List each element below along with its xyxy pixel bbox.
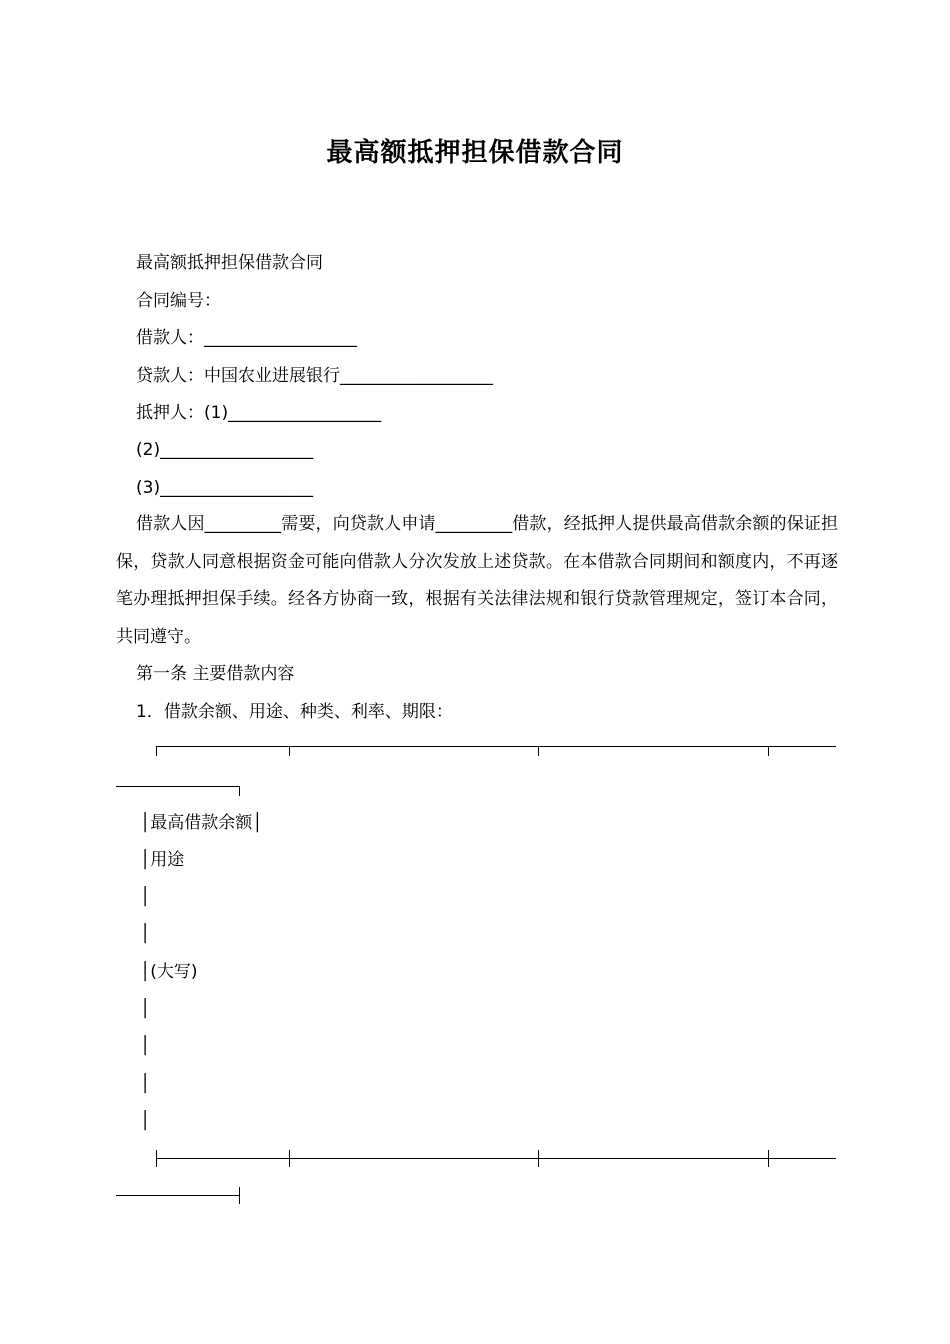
mortgagor-line-2: (2)__________________ [136,440,314,460]
table-cell-uppercase: │(大写) [140,962,198,982]
table-bar: │ [140,1074,151,1094]
preamble-paragraph: 借款人因_________需要，向贷款人申请_________借款，经抵押人提供最高借款余额的保证担保，贷款人同意根据资金可能向借款人分次发放上述贷款。在本借款合同期间和额度内，不再逐笔办理抵押担保手续。经各方协商一致，根据有关法律法规和银行贷款管理规定，签订本合同，共同遵守。 [116,514,838,647]
table-bar: │ [140,1036,151,1056]
table-cell-purpose: │用途 [140,850,185,870]
subtitle: 最高额抵押担保借款合同 [136,253,323,273]
table-bar: │ [140,999,151,1019]
document-title: 最高额抵押担保借款合同 [326,138,624,168]
lender-line: 贷款人：中国农业进展银行__________________ [136,366,493,386]
table-cell-max-balance: │最高借款余额│ [140,813,263,833]
mortgagor-line-3: (3)__________________ [136,478,314,498]
table-bar: │ [140,887,151,907]
mortgagor-line-1: 抵押人：(1)__________________ [136,403,382,423]
borrower-line: 借款人：__________________ [136,328,357,348]
table-bar: │ [140,1111,151,1131]
table-bar: │ [140,924,151,944]
article-1-heading: 第一条 主要借款内容 [136,664,295,684]
item-1-heading: 1．借款余额、用途、种类、利率、期限： [136,702,453,722]
contract-number-label: 合同编号： [136,291,221,311]
